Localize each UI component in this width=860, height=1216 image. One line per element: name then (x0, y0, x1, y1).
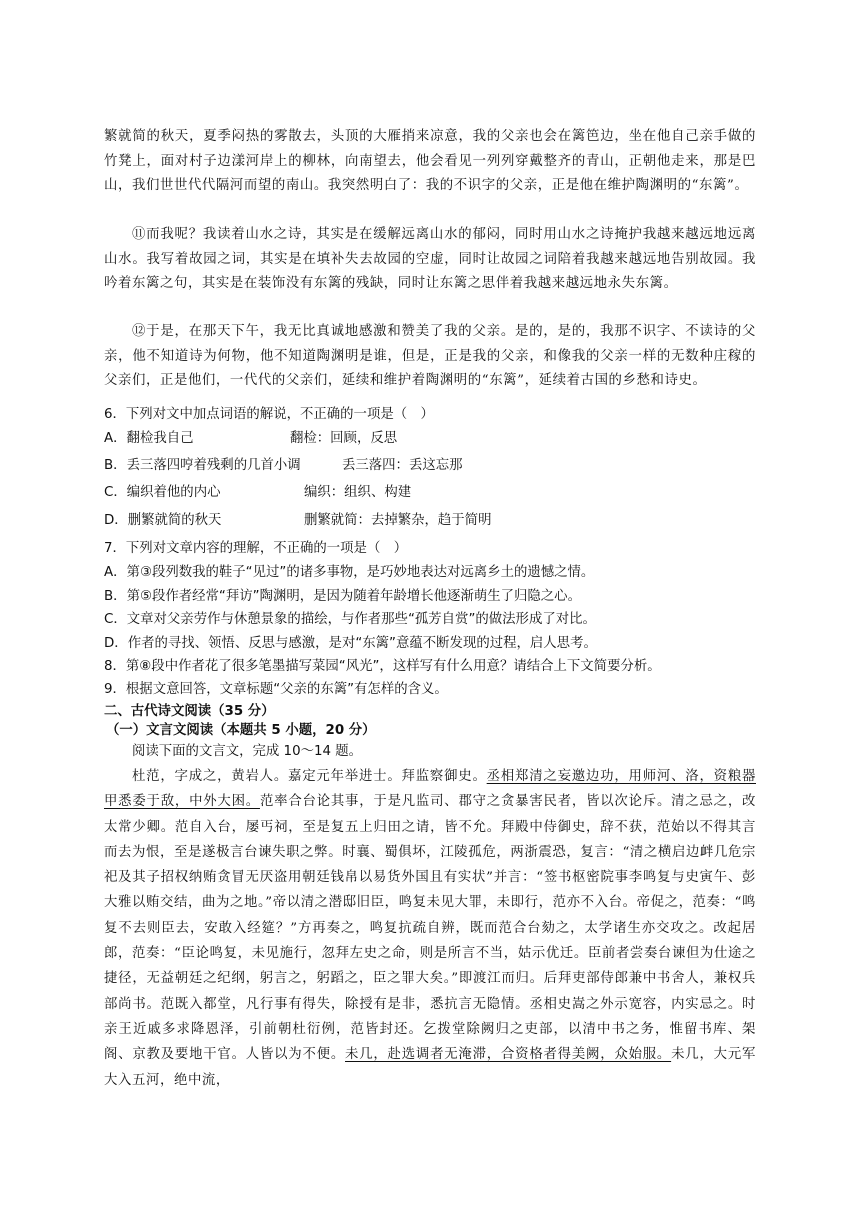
question-6-stem: 6．下列对文中加点词语的解说，不正确的一项是（ ） (104, 407, 434, 422)
option-b-phrase: B．丢三落四哼着残剩的几首小调 (104, 458, 301, 473)
option-d-phrase: D．删繁就简的秋天 (104, 513, 222, 528)
question-7-stem: 7．下列对文章内容的理解，不正确的一项是（ ） (104, 541, 408, 556)
question-6-option-d (104, 510, 492, 532)
option-a-gloss: 翻检：回顾，反思 (290, 431, 398, 446)
option-c-phrase: C．编织着他的内心 (104, 485, 221, 500)
question-6-option-a (104, 428, 398, 450)
question-7-option-d: D．作者的寻找、领悟、反思与感激，是对“东篱”意蕴不断发现的过程，启人思考。 (104, 636, 597, 651)
question-7-option-c: C．文章对父亲劳作与休憩景象的描绘，与作者那些“孤芳自赏”的做法形成了对比。 (104, 612, 596, 627)
option-b-gloss: 丢三落四：丢这忘那 (342, 458, 463, 473)
section-2-instruction: 阅读下面的文言文，完成 10～14 题。 (132, 744, 363, 759)
option-a-phrase: A．翻检我自己 (104, 431, 194, 446)
section-2-subtitle: （一）文言文阅读（本题共 5 小题，20 分） (106, 723, 376, 738)
question-7-option-a: A．第③段列数我的鞋子“见过”的诸多事物，是巧妙地表达对远离乡土的遗憾之情。 (104, 565, 595, 580)
question-8: 8．第⑧段中作者花了很多笔墨描写菜园“风光”，这样写有什么用意？请结合上下文简要分析。 (104, 659, 661, 674)
passage-paragraph-12: ⑫于是，在那天下午，我无比真诚地感激和赞美了我的父亲。是的，是的，我那不识字、不读诗的父亲，他不知道诗为何物，他不知道陶渊明是谁，但是，正是我的父亲，和像我的父亲一样的无数种庄稼的父亲们，正是他们，一代代的父亲们，延续和维护着陶渊明的“东篱”，延续着古国的乡愁和诗史。 (104, 324, 756, 388)
classical-text-part-c: 未几，大元军大入五河，绝中流， (104, 1047, 756, 1088)
classical-text-part-b: 范率合台论其事，于是凡监司、郡守之贪暴害民者，皆以次论斥。清之忌之，改太常少卿。范自入台，屡丐祠，至是复五上归田之请，皆不允。拜殿中侍御史，辞不获，范始以不得其言而去为恨，至是遂极言台谏失职之弊。时襄、蜀俱坏，江陵孤危，两浙震恐，复言：“清之横启边衅几危宗祀及其子招权纳贿贪冒无厌盗用朝廷钱帛以易货外国且有实状”并言：“签书枢密院事李鸣复与史寅午、彭大雅以贿交结，曲为之地。”帝以清之潜邸旧臣，鸣复未见大罪，未即行，范亦不入台。帝促之，范奏：“鸣复不去则臣去，安敢入经筵？”方再奏之，鸣复抗疏自辨，既而范合台劾之，太学诸生亦交攻之。改起居郎，范奏：“臣论鸣复，未见施行，忽拜左史之命，则是所言不当，姑示优迁。臣前者尝奏台谏但为仕途之捷径，无益朝廷之纪纲，躬言之，躬蹈之，臣之罪大矣。”即渡江而归。后拜吏部侍郎兼中书舍人，兼权兵部尚书。范既入都堂，凡行事有得失，除授有是非，悉抗言无隐情。丞相史嵩之外示宽容，内实忌之。时亲王近戚多求降恩泽，引前朝杜衍例，范皆封还。乞拨堂除阙归之吏部，以清中书之务，惟留书库、架阁、京教及要地干官。人皆以为不便。 (104, 794, 757, 1063)
classical-text (104, 764, 756, 1093)
classical-text-underlined-2: 未几，赴选调者无淹滞，合资格者得美阙，众始服。 (345, 1047, 672, 1063)
option-c-gloss: 编织：组织、构建 (304, 485, 412, 500)
classical-text-part-a: 杜范，字成之，黄岩人。嘉定元年举进士。拜监察御史。 (132, 769, 487, 784)
question-7-option-b: B．第⑤段作者经常“拜访”陶渊明，是因为随着年龄增长他逐渐萌生了归隐之心。 (104, 589, 581, 604)
section-2-title: 二、古代诗文阅读（35 分） (104, 704, 275, 719)
passage-paragraph-11: ⑪而我呢？我读着山水之诗，其实是在缓解远离山水的郁闷，同时用山水之诗掩护我越来越远地远离山水。我写着故园之词，其实是在填补失去故园的空虚，同时让故园之词陪着我越来越远地告别故园。我吟着东篱之句，其实是在装饰没有东篱的残缺，同时让东篱之思伴着我越来越远地永失东篱。 (104, 227, 756, 291)
classical-text-underlined-1: 丞相郑清之妄邀边功，用师河、洛，资粮器甲悉委于敌，中外大困。 (104, 769, 756, 810)
question-6-option-c (104, 482, 412, 504)
question-6-option-b (104, 455, 463, 477)
passage-paragraph-cont: 繁就简的秋天，夏季闷热的雾散去，头顶的大雁捎来凉意，我的父亲也会在篱笆边，坐在他自己亲手做的竹凳上，面对村子边漾河岸上的柳林，向南望去，他会看见一列列穿戴整齐的青山，正朝他走来，那是巴山，我们世世代代隔河而望的南山。我突然明白了：我的不识字的父亲，正是他在维护陶渊明的“东篱”。 (104, 129, 756, 193)
option-d-gloss: 删繁就简：去掉繁杂，趋于简明 (304, 513, 492, 528)
question-9: 9．根据文意回答，文章标题“父亲的东篱”有怎样的含义。 (104, 682, 448, 697)
